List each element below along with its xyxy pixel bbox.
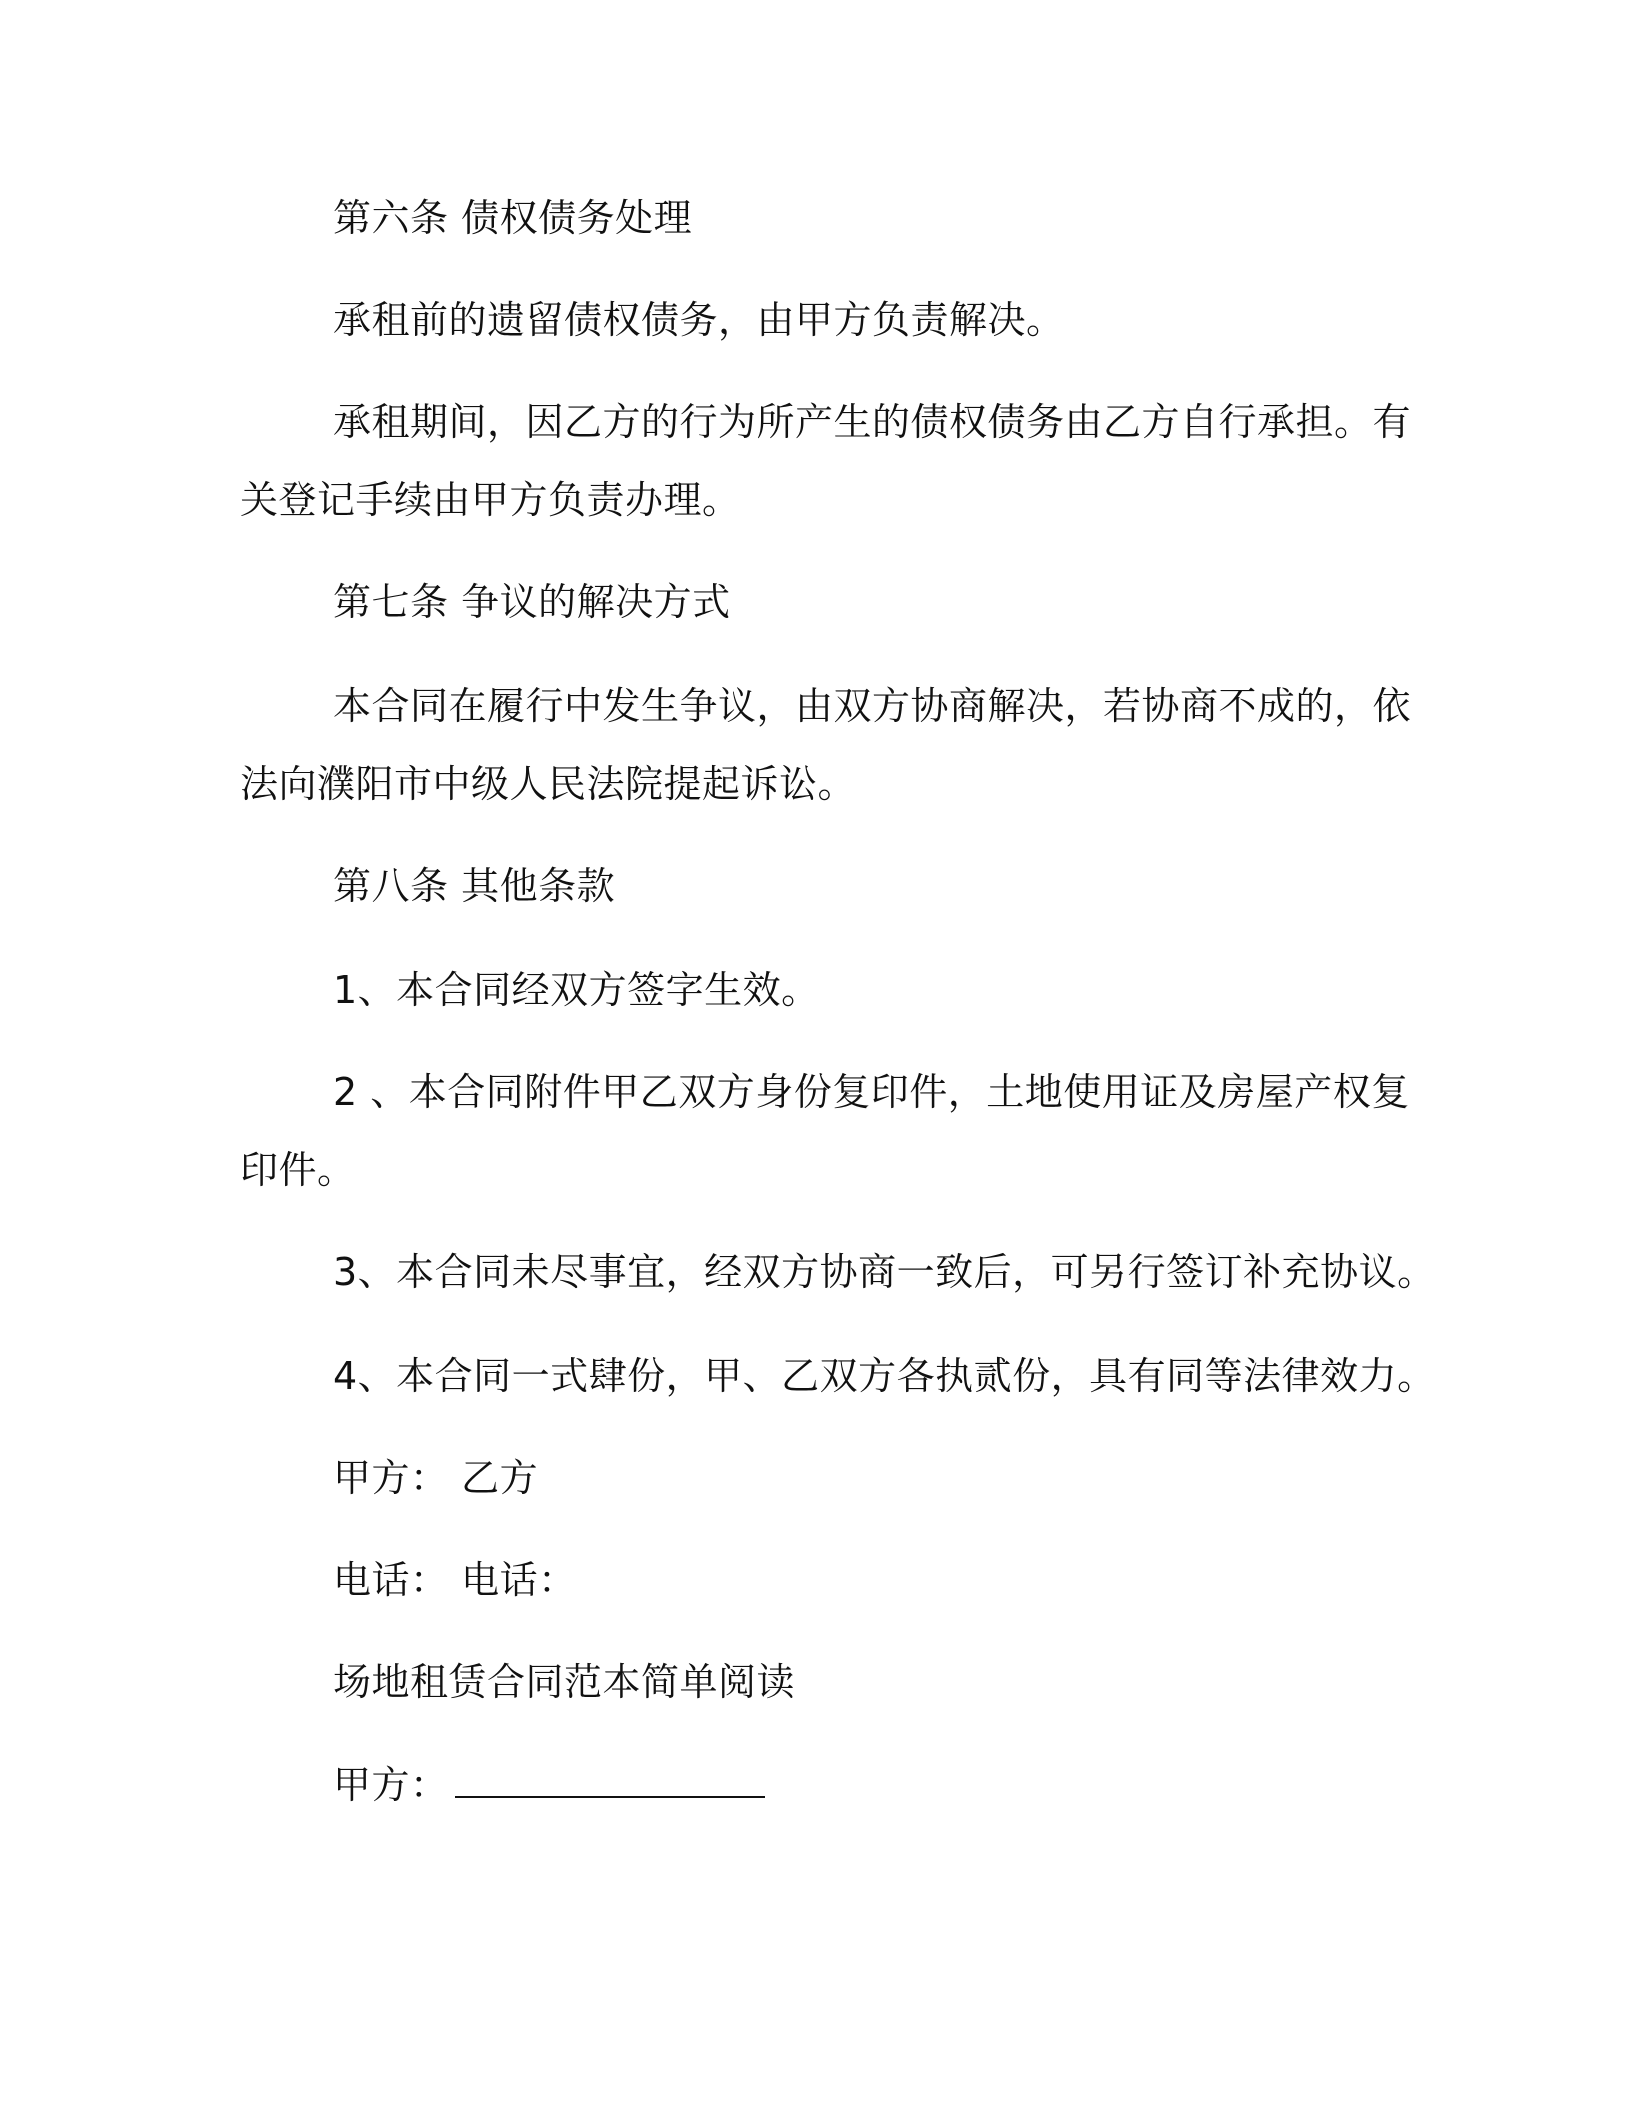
article6-heading: 第六条 债权债务处理 xyxy=(333,196,693,240)
article6-paragraph2-line2: 关登记手续由甲方负责办理。 xyxy=(240,478,741,522)
article8-heading: 第八条 其他条款 xyxy=(333,864,616,908)
party-a-label: 甲方： xyxy=(333,1763,449,1807)
next-contract-title: 场地租赁合同范本简单阅读 xyxy=(333,1660,796,1704)
party-a-line xyxy=(333,1762,765,1807)
article8-item2-line2: 印件。 xyxy=(240,1148,356,1192)
article6-paragraph2-line1: 承租期间，因乙方的行为所产生的债权债务由乙方自行承担。有 xyxy=(333,400,1412,444)
article8-item4: 4、本合同一式肆份，甲、乙双方各执贰份，具有同等法律效力。 xyxy=(333,1354,1436,1398)
article8-item2-line1: 2 、本合同附件甲乙双方身份复印件，土地使用证及房屋产权复 xyxy=(333,1070,1410,1114)
article7-paragraph1-line1: 本合同在履行中发生争议，由双方协商解决，若协商不成的，依 xyxy=(333,684,1412,728)
signature-parties: 甲方： 乙方 xyxy=(333,1456,539,1500)
article7-paragraph1-line2: 法向濮阳市中级人民法院提起诉讼。 xyxy=(240,762,857,806)
party-a-blank xyxy=(455,1762,765,1798)
article6-paragraph1: 承租前的遗留债权债务，由甲方负责解决。 xyxy=(333,298,1065,342)
article7-heading: 第七条 争议的解决方式 xyxy=(333,580,731,624)
article8-item3: 3、本合同未尽事宜，经双方协商一致后，可另行签订补充协议。 xyxy=(333,1250,1436,1294)
article8-item1: 1、本合同经双方签字生效。 xyxy=(333,968,820,1012)
signature-phones: 电话： 电话： xyxy=(333,1558,577,1602)
